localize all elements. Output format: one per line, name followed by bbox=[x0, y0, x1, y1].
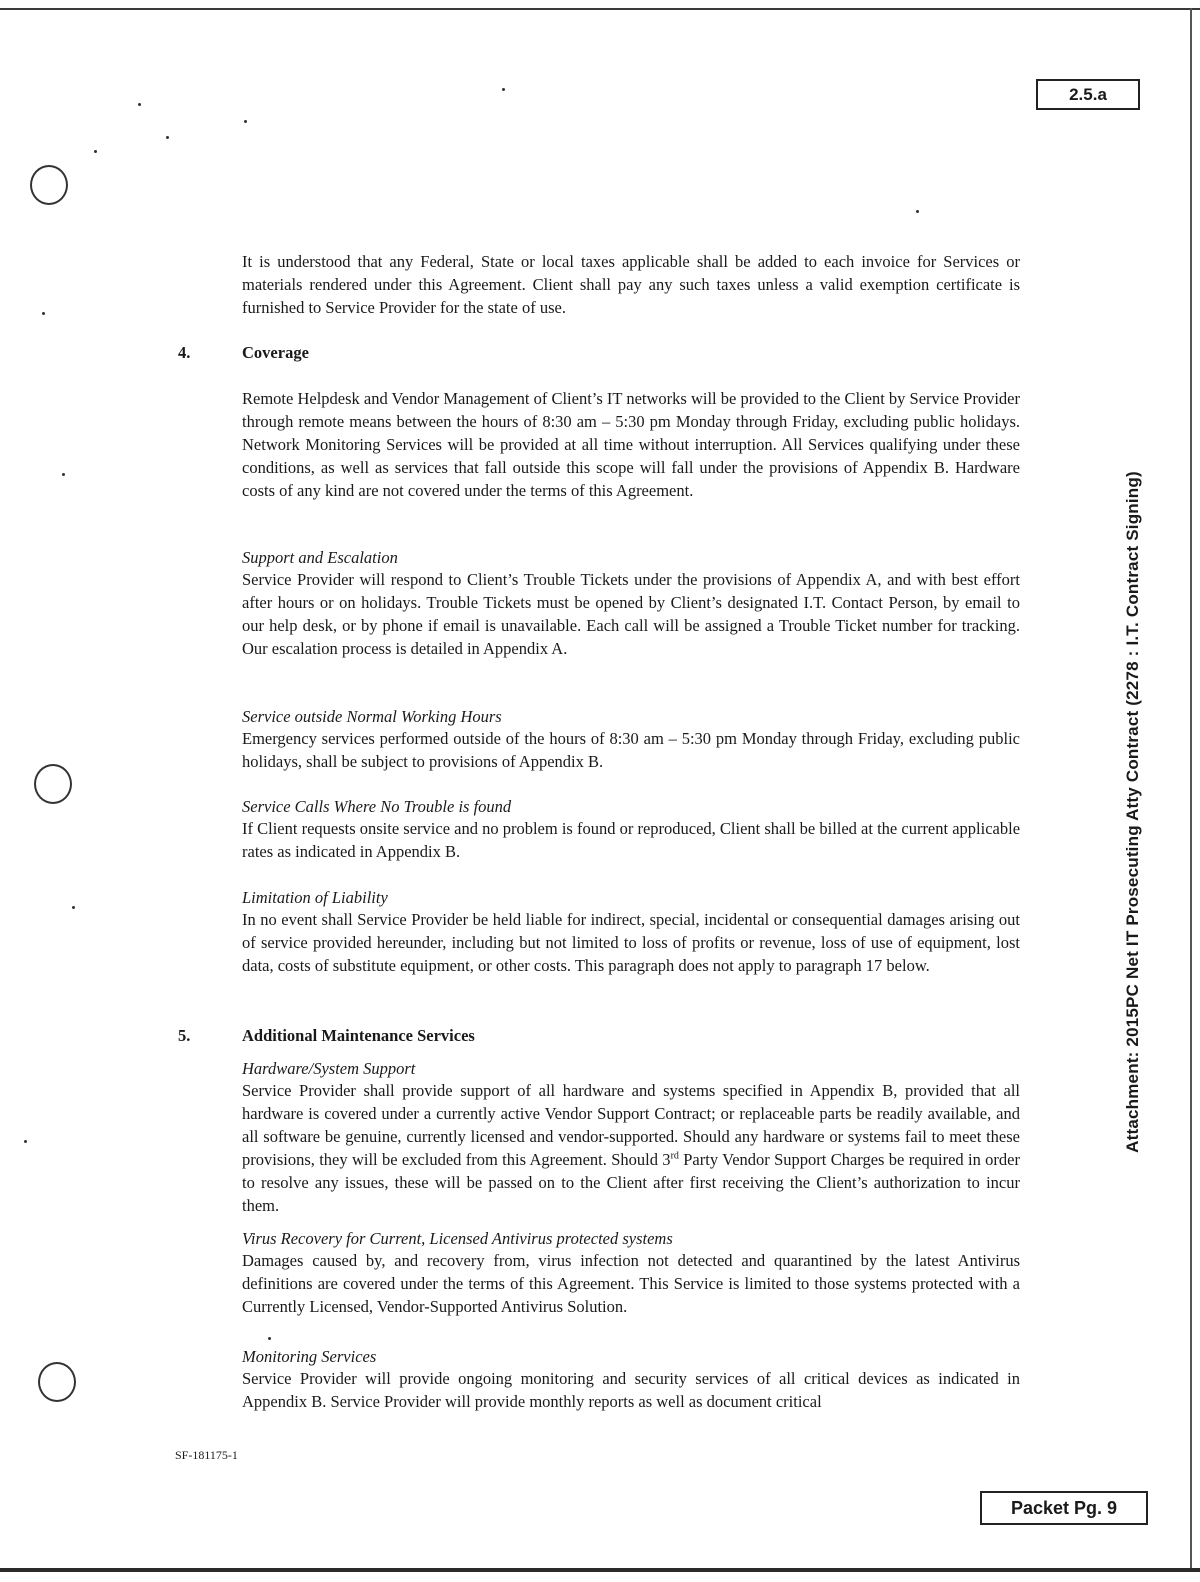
scan-speck bbox=[94, 150, 97, 153]
hardware-support-heading: Hardware/System Support bbox=[242, 1059, 416, 1078]
support-escalation-heading: Support and Escalation bbox=[242, 548, 398, 567]
section-4-number: 4. bbox=[178, 343, 191, 362]
scan-speck bbox=[138, 103, 141, 106]
scan-speck bbox=[916, 210, 919, 213]
punch-hole-middle bbox=[34, 764, 72, 804]
packet-page-box bbox=[980, 1491, 1148, 1525]
no-trouble-found-heading: Service Calls Where No Trouble is found bbox=[242, 797, 512, 816]
limitation-liability-body: In no event shall Service Provider be held liable for indirect, special, incidental or consequential damages arising out of service provided hereunder, including but not limited to loss of profits or revenue, loss of use of equipment, lost data, costs of substitute equipment, or other costs. This paragraph does not apply to paragraph 17 below. bbox=[242, 910, 1020, 975]
agenda-ref-label: 2.5.a bbox=[1069, 84, 1107, 104]
no-trouble-found-body: If Client requests onsite service and no problem is found or reproduced, Client shall be billed at the current applicable rates as indicated in Appendix B. bbox=[242, 819, 1021, 861]
section-4-title: Coverage bbox=[242, 343, 309, 362]
monitoring-services-heading: Monitoring Services bbox=[242, 1347, 377, 1366]
section-5-title: Additional Maintenance Services bbox=[242, 1026, 475, 1045]
service-outside-hours-heading: Service outside Normal Working Hours bbox=[242, 707, 502, 726]
page-bottom-edge bbox=[0, 1568, 1200, 1572]
virus-recovery-heading: Virus Recovery for Current, Licensed Antivirus protected systems bbox=[242, 1229, 673, 1248]
limitation-liability-heading: Limitation of Liability bbox=[242, 888, 388, 907]
document-code: SF-181175-1 bbox=[175, 1448, 238, 1462]
hardware-support-text-a: Service Provider shall provide support of all hardware and systems specified in Appendix B, provided that all hardware is covered under a currently active Vendor Support Contract; or replaceable parts be readily available, and all software be genuine, currently licensed and vendor-supported. Should any hardware or systems fail to meet these provisions, they will be excluded from this Agreement. Should 3 bbox=[242, 1081, 1020, 1169]
hardware-support-body bbox=[242, 1079, 1020, 1217]
page-top-edge bbox=[0, 8, 1200, 10]
scan-speck bbox=[244, 120, 247, 123]
service-outside-hours-body: Emergency services performed outside of the hours of 8:30 am – 5:30 pm Monday through Friday, excluding public holidays, shall be subject to provisions of Appendix B. bbox=[242, 729, 1020, 771]
punch-hole-top bbox=[30, 165, 68, 205]
ordinal-superscript: rd bbox=[670, 1150, 679, 1162]
virus-recovery-body: Damages caused by, and recovery from, virus infection not detected and quarantined by the latest Antivirus definitions are covered under the terms of this Agreement. This Service is limited to those systems protected with a Currently Licensed, Vendor-Supported Antivirus Solution. bbox=[242, 1251, 1020, 1316]
support-escalation-body: Service Provider will respond to Client’s Trouble Tickets under the provisions of Appendix A, and with best effort after hours or on holidays. Trouble Tickets must be opened by Client’s designated I.T. Contact Person, by email to our help desk, or by phone if email is unavailable. Each call will be assigned a Trouble Ticket number for tracking. Our escalation process is detailed in Appendix A. bbox=[242, 570, 1020, 658]
agenda-ref-box bbox=[1036, 79, 1140, 110]
punch-hole-bottom bbox=[38, 1362, 76, 1402]
section-4-body: Remote Helpdesk and Vendor Management of Client’s IT networks will be provided to the Client by Service Provider through remote means between the hours of 8:30 am – 5:30 pm Monday through Friday, excluding public holidays. Network Monitoring Services will be provided at all time without interruption. All Services qualifying under these conditions, as well as services that fall outside this scope will fall under the provisions of Appendix B. Hardware costs of any kind are not covered under the terms of this Agreement. bbox=[242, 389, 1020, 500]
scan-speck bbox=[72, 906, 75, 909]
scan-speck bbox=[502, 88, 505, 91]
scan-speck bbox=[62, 473, 65, 476]
scan-speck bbox=[42, 312, 45, 315]
scan-speck bbox=[166, 136, 169, 139]
section-5-number: 5. bbox=[178, 1026, 191, 1045]
intro-paragraph: It is understood that any Federal, State or local taxes applicable shall be added to each invoice for Services or materials rendered under this Agreement. Client shall pay any such taxes unless a valid exemption certificate is furnished to Service Provider for the state of use. bbox=[242, 252, 1020, 317]
hardware-support-text-b: Party Vendor Support Charges be required in order to resolve any issues, these will be passed on to the Client after first receiving the Client’s authorization to incur them. bbox=[242, 1150, 1020, 1215]
monitoring-services-body: Service Provider will provide ongoing monitoring and security services of all critical devices as indicated in Appendix B. Service Provider will provide monthly reports as well as document critical bbox=[242, 1369, 1020, 1411]
scan-speck bbox=[24, 1140, 27, 1143]
scan-speck bbox=[268, 1337, 271, 1340]
attachment-side-label: Attachment: 2015PC Net IT Prosecuting Atty Contract (2278 : I.T. Contract Signing) bbox=[1123, 471, 1142, 1153]
packet-page-label: Packet Pg. 9 bbox=[1010, 1497, 1118, 1518]
page-right-edge bbox=[1190, 8, 1192, 1568]
